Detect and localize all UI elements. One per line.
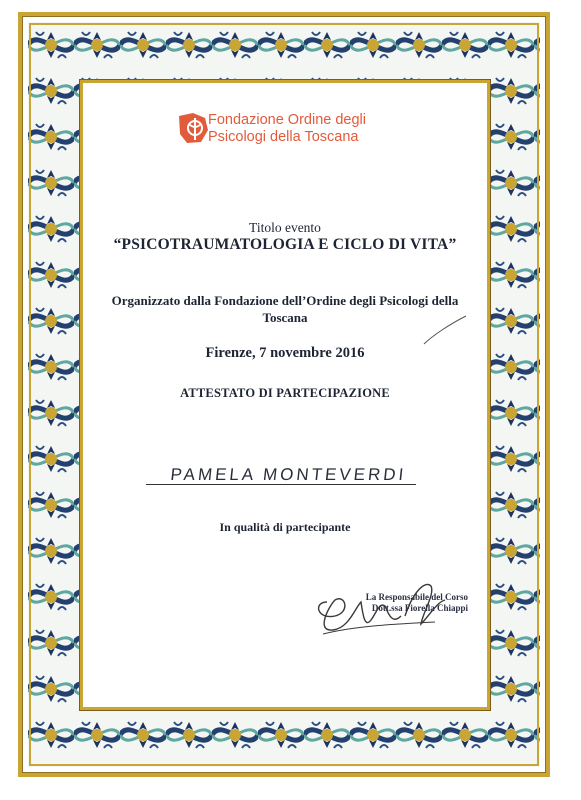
participant-name-text: PAMELA MONTEVERDI [169, 465, 408, 484]
participant-name [160, 460, 420, 486]
document-type: ATTESTATO DI PARTECIPAZIONE [180, 386, 390, 400]
pen-mark [420, 312, 470, 352]
event-title: “PSICOTRAUMATOLOGIA E CICLO DI VITA” [113, 236, 457, 253]
organization-name [208, 112, 408, 146]
place-date: Firenze, 7 novembre 2016 [205, 345, 365, 361]
organization-name-line1: Fondazione Ordine degli [208, 112, 366, 128]
name-underline [146, 484, 416, 485]
organization-logo [175, 110, 211, 146]
responsible-title: La Responsabile del Corso [365, 592, 468, 602]
participant-role: In qualità di partecipante [219, 520, 351, 534]
organized-by: Organizzato dalla Fondazione dell’Ordine degli Psicologi della Toscana [111, 293, 459, 325]
organization-name-line2: Psicologi della Toscana [208, 129, 359, 145]
responsible-name: Dott.ssa Fiorella Chiappi [371, 603, 468, 613]
event-label: Titolo evento [249, 220, 321, 235]
handwritten-signature [305, 572, 465, 642]
